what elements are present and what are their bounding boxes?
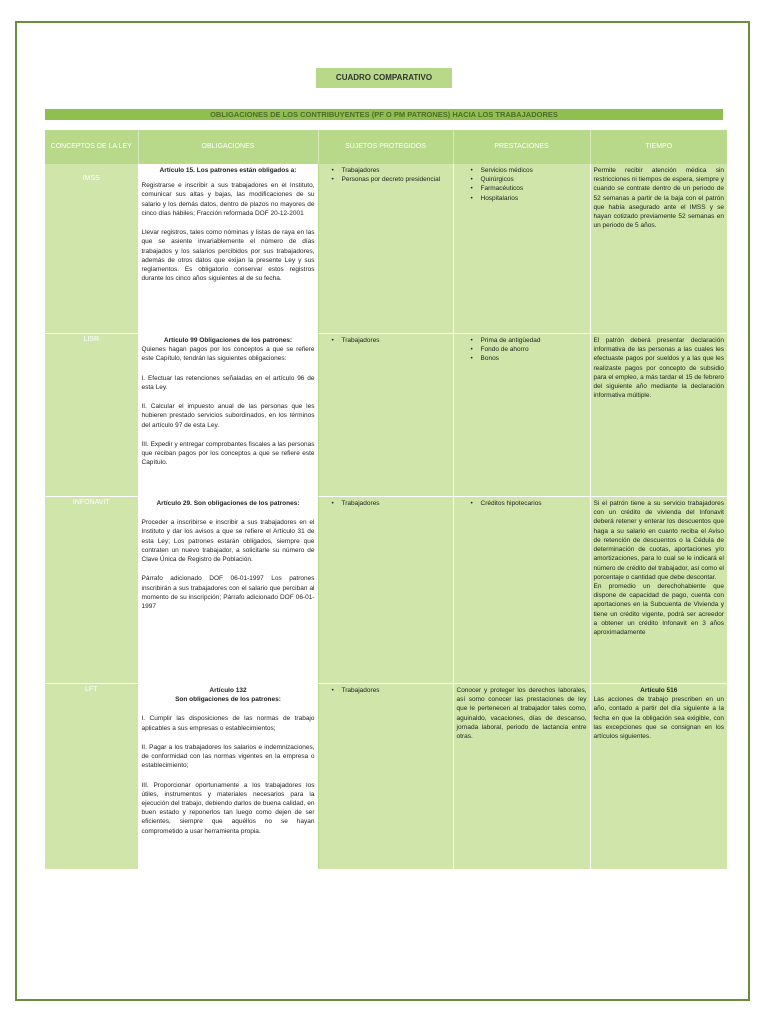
article-heading: Artículo 29. Son obligaciones de los patrones:: [156, 500, 300, 507]
obligation-paragraph: II. Calcular el impuesto anual de las personas que les hubieren prestado servicios subordinados, en los términos del artículo 97 de esta Ley.: [141, 403, 315, 429]
concept-cell: LFT: [45, 684, 138, 870]
obligation-paragraph: Proceder a inscribirse e inscribir a sus trabajadores en el Instituto y dar los avisos a que se refiere el Artículo 31 de esta Ley; Los patrones estarán obligados, siempre que contraten un nuevo trabajador, a solicitarle su número de Clave Única de Registro de Población.: [141, 519, 315, 564]
time-cell: Permite recibir atención médica sin restricciones ni tiempos de espera, siempre y cuando se contrate dentro de un periodo de 52 semanas a partir de la baja con el patrón que había asegurado ante el IMSS y se hayan cotizado previamente 52 semanas en un periodo de 5 años.: [590, 164, 727, 334]
time-cell: [590, 684, 727, 870]
time-cell: [590, 497, 727, 684]
table-row-imss: [45, 164, 727, 334]
obligation-paragraph: Registrarse e inscribir a sus trabajadores en el Instituto, comunicar sus altas y bajas, las modificaciones de su salario y los demás datos, dentro de plazos no mayores de cinco días hábiles; Fracción reformada DOF 20-12-2001: [141, 182, 315, 217]
obligation-paragraph: Quienes hagan pagos por los conceptos a que se refiere este Capítulo, tendrán las siguientes obligaciones:: [141, 346, 315, 363]
article-heading: Artículo 15. Los patrones están obligados a:: [159, 167, 297, 174]
header-obligations: OBLIGACIONES: [138, 130, 318, 164]
time-paragraph: En promedio un derechohabiente que dispone de capacidad de pago, cuenta con aportaciones en la Subcuenta de Vivienda y tiene un crédito vigente, podrá ser acreedor a obtener un crédito Infonavit en 3 años aproximadamente: [593, 582, 724, 637]
document-subtitle: OBLIGACIONES DE LOS CONTRIBUYENTES (PF O PM PATRONES) HACIA LOS TRABAJADORES: [45, 109, 723, 120]
table-row-lft: [45, 684, 727, 870]
list-item: • Personas por decreto presidencial: [332, 175, 450, 184]
article-subheading: Son obligaciones de los patrones:: [175, 696, 281, 704]
header-time: TIEMPO: [590, 130, 727, 164]
obligation-paragraph: II. Pagar a los trabajadores los salarios e indemnizaciones, de conformidad con las normas vigentes en la empresa o establecimiento;: [141, 743, 315, 770]
subjects-cell: [318, 334, 453, 497]
benefits-cell: [453, 164, 590, 334]
obligations-cell: [138, 497, 318, 684]
time-paragraph: Si el patrón tiene a su servicio trabajadores con un crédito de vivienda del Infonavit deberá retener y enterar los descuentos que haga a su salario en cuanto reciba el Aviso de retención de descuentos o la Cédula de determinación de cuotas, aportaciones y/o amortizaciones, para lo cual se le indicará el número de crédito del trabajador, así como el porcentaje o cantidad que debe descontar.: [593, 500, 724, 581]
obligation-paragraph: I. Cumplir las disposiciones de las normas de trabajo aplicables a sus empresas o establecimientos;: [141, 715, 315, 732]
list-item: • Quirúrgicos: [471, 175, 587, 184]
header-subjects: SUJETOS PROTEGIDOS: [318, 130, 453, 164]
obligation-paragraph: Párrafo adicionado DOF 06-01-1997 Los patrones inscribirán a sus trabajadores con el salario que perciban al momento de su inscripción; Párrafo adicionado DOF 06-01-1997: [141, 575, 315, 610]
article-heading: Artículo 99 Obligaciones de los patrones:: [163, 337, 293, 344]
list-item: • Fondo de ahorro: [471, 345, 587, 354]
document-title: CUADRO COMPARATIVO: [316, 68, 452, 88]
benefits-cell: Conocer y proteger los derechos laborales, así somo conocer las prestaciones de ley que le pertenecen al trabajador tales como, aguinaldo, vacaciones, días de descanso, jornada laboral, periodo de lactancia entre otras.: [453, 684, 590, 870]
list-item: • Créditos hipotecarios: [471, 499, 587, 508]
obligations-cell: [138, 684, 318, 870]
obligation-paragraph: Llevar registros, tales como nóminas y listas de raya en las que se asiente invariablemente el número de días trabajados y los salarios percibidos por sus trabajadores, además de otros datos que exijan la presente Ley y sus reglamentos. Es obligatorio conservar estos registros durante los cinco años siguientes al de su fecha.: [141, 229, 315, 283]
subjects-cell: [318, 497, 453, 684]
list-item: • Servicios médicos: [471, 166, 587, 175]
header-concept: CONCEPTOS DE LA LEY: [45, 130, 138, 164]
obligation-paragraph: III. Expedir y entregar comprobantes fiscales a las personas que reciban pagos por los conceptos a que se refiere este Capítulo.: [141, 440, 315, 467]
concept-cell: LISR: [45, 334, 138, 497]
article-heading: Artículo 132: [209, 687, 247, 694]
list-item: • Trabajadores: [332, 686, 450, 695]
obligation-paragraph: I. Efectuar las retenciones señaladas en el artículo 96 de esta Ley.: [141, 374, 315, 391]
benefits-cell: [453, 497, 590, 684]
list-item: • Farmacéuticos: [471, 184, 587, 193]
list-item: • Hospitalarios: [471, 194, 587, 203]
concept-cell: IMSS: [45, 164, 138, 334]
table-row-lisr: [45, 334, 727, 497]
comparison-table: [45, 130, 727, 870]
list-item: • Trabajadores: [332, 336, 450, 345]
benefits-cell: [453, 334, 590, 497]
time-paragraph: Las acciones de trabajo prescriben en un año, contado a partir del día siguiente a la fecha en que la obligación sea exigible, con las excepciones que se consignan en los artículos siguientes.: [593, 696, 724, 741]
time-cell: El patrón deberá presentar declaración informativa de las personas a las cuales les efectuaste pagos por sueldos y a las que les realizaste pagos por concepto de subsidio para el empleo, a más tardar el 15 de febrero del siguiente año mediante la declaración informativa múltiple.: [590, 334, 727, 497]
list-item: • Trabajadores: [332, 166, 450, 175]
obligations-cell: [138, 164, 318, 334]
header-benefits: PRESTACIONES: [453, 130, 590, 164]
article-heading: Artículo 516: [640, 687, 678, 694]
table-row-infonavit: [45, 497, 727, 684]
list-item: • Bonos: [471, 354, 587, 363]
concept-cell: INFONAVIT: [45, 497, 138, 684]
list-item: • Trabajadores: [332, 499, 450, 508]
list-item: • Prima de antigüedad: [471, 336, 587, 345]
table-header-row: [45, 130, 727, 164]
obligations-cell: [138, 334, 318, 497]
obligation-paragraph: III. Proporcionar oportunamente a los trabajadores los útiles, instrumentos y materiales necesarios para la ejecución del trabajo, debiendo darlos de buena calidad, en buen estado y reponerlos tan luego como dejen de ser eficientes, siempre que aquéllos no se hayan comprometido a usar herramienta propia.: [141, 781, 315, 835]
subjects-cell: [318, 164, 453, 334]
subjects-cell: [318, 684, 453, 870]
